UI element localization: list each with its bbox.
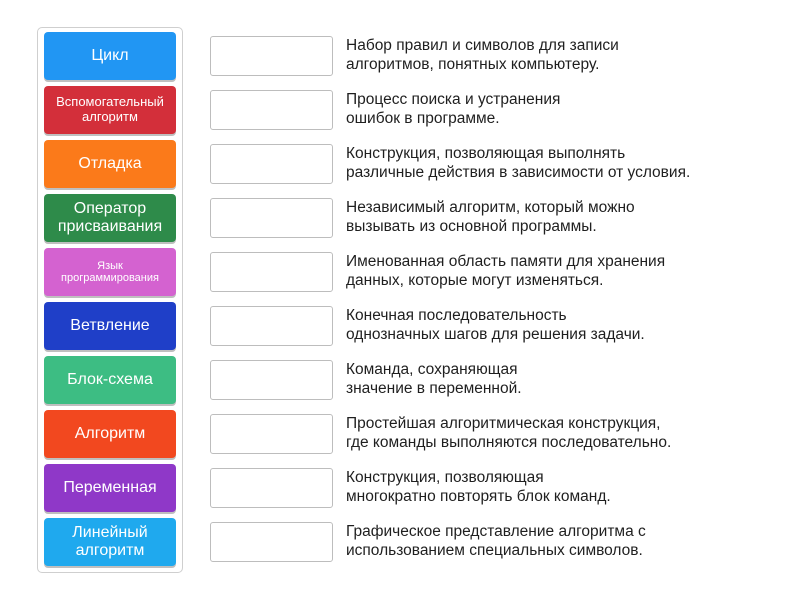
definition-line: Процесс поиска и устранения <box>346 91 561 108</box>
definition-line: Конструкция, позволяющая выполнять <box>346 145 626 162</box>
definition-line: многократно повторять блок команд. <box>346 488 611 505</box>
definition-text <box>346 252 786 290</box>
term-tile-variable[interactable] <box>44 464 176 512</box>
definition-line: данных, которые могут изменяться. <box>346 272 604 289</box>
definition-line: различные действия в зависимости от условия. <box>346 164 691 181</box>
term-tile-debugging[interactable] <box>44 140 176 188</box>
definition-text <box>346 198 786 236</box>
term-label: Отладка <box>78 155 142 173</box>
drop-slot[interactable] <box>210 414 333 454</box>
drop-slot[interactable] <box>210 198 333 238</box>
term-label: Цикл <box>91 47 129 65</box>
definition-line: значение в переменной. <box>346 380 522 397</box>
term-label: Линейный алгоритм <box>72 524 148 559</box>
definition-line: Набор правил и символов для записи <box>346 37 619 54</box>
definition-text <box>346 360 786 398</box>
drop-slot[interactable] <box>210 306 333 346</box>
definition-text <box>346 522 786 560</box>
drop-slot[interactable] <box>210 522 333 562</box>
definition-text <box>346 36 786 74</box>
term-label: Язык программирования <box>61 259 159 284</box>
definition-line: Независимый алгоритм, который можно <box>346 199 635 216</box>
definition-line: однозначных шагов для решения задачи. <box>346 326 645 343</box>
term-tile-linear-algorithm[interactable] <box>44 518 176 566</box>
definition-line: Простейшая алгоритмическая конструкция, <box>346 415 661 432</box>
term-label: Вспомогательный алгоритм <box>56 94 164 124</box>
drop-slot[interactable] <box>210 36 333 76</box>
term-label: Переменная <box>63 479 157 497</box>
definition-line: Конструкция, позволяющая <box>346 469 544 486</box>
definition-text <box>346 144 786 182</box>
definition-line: Команда, сохраняющая <box>346 361 518 378</box>
definition-line: вызывать из основной программы. <box>346 218 597 235</box>
definition-line: ошибок в программе. <box>346 110 500 127</box>
drop-slot[interactable] <box>210 468 333 508</box>
term-label: Ветвление <box>70 317 150 335</box>
definition-text <box>346 90 786 128</box>
term-label: Оператор присваивания <box>57 200 163 235</box>
term-tile-programming-language[interactable] <box>44 248 176 296</box>
term-label: Блок-схема <box>67 371 153 389</box>
term-label: Алгоритм <box>74 425 146 443</box>
term-tile-branching[interactable] <box>44 302 176 350</box>
drop-slot[interactable] <box>210 360 333 400</box>
definition-line: Графическое представление алгоритма с <box>346 523 646 540</box>
drop-slot[interactable] <box>210 90 333 130</box>
definition-line: где команды выполняются последовательно. <box>346 434 672 451</box>
drop-slot[interactable] <box>210 144 333 184</box>
term-tile-flowchart[interactable] <box>44 356 176 404</box>
definition-text <box>346 306 786 344</box>
term-tile-algorithm[interactable] <box>44 410 176 458</box>
definition-line: Конечная последовательность <box>346 307 567 324</box>
term-tile-assignment-operator[interactable] <box>44 194 176 242</box>
term-tile-auxiliary-algorithm[interactable] <box>44 86 176 134</box>
drop-slot[interactable] <box>210 252 333 292</box>
definition-line: Именованная область памяти для хранения <box>346 253 666 270</box>
definition-line: использованием специальных символов. <box>346 542 643 559</box>
definition-text <box>346 414 786 452</box>
definition-text <box>346 468 786 506</box>
term-tile-cycle[interactable] <box>44 32 176 80</box>
definition-line: алгоритмов, понятных компьютеру. <box>346 56 600 73</box>
